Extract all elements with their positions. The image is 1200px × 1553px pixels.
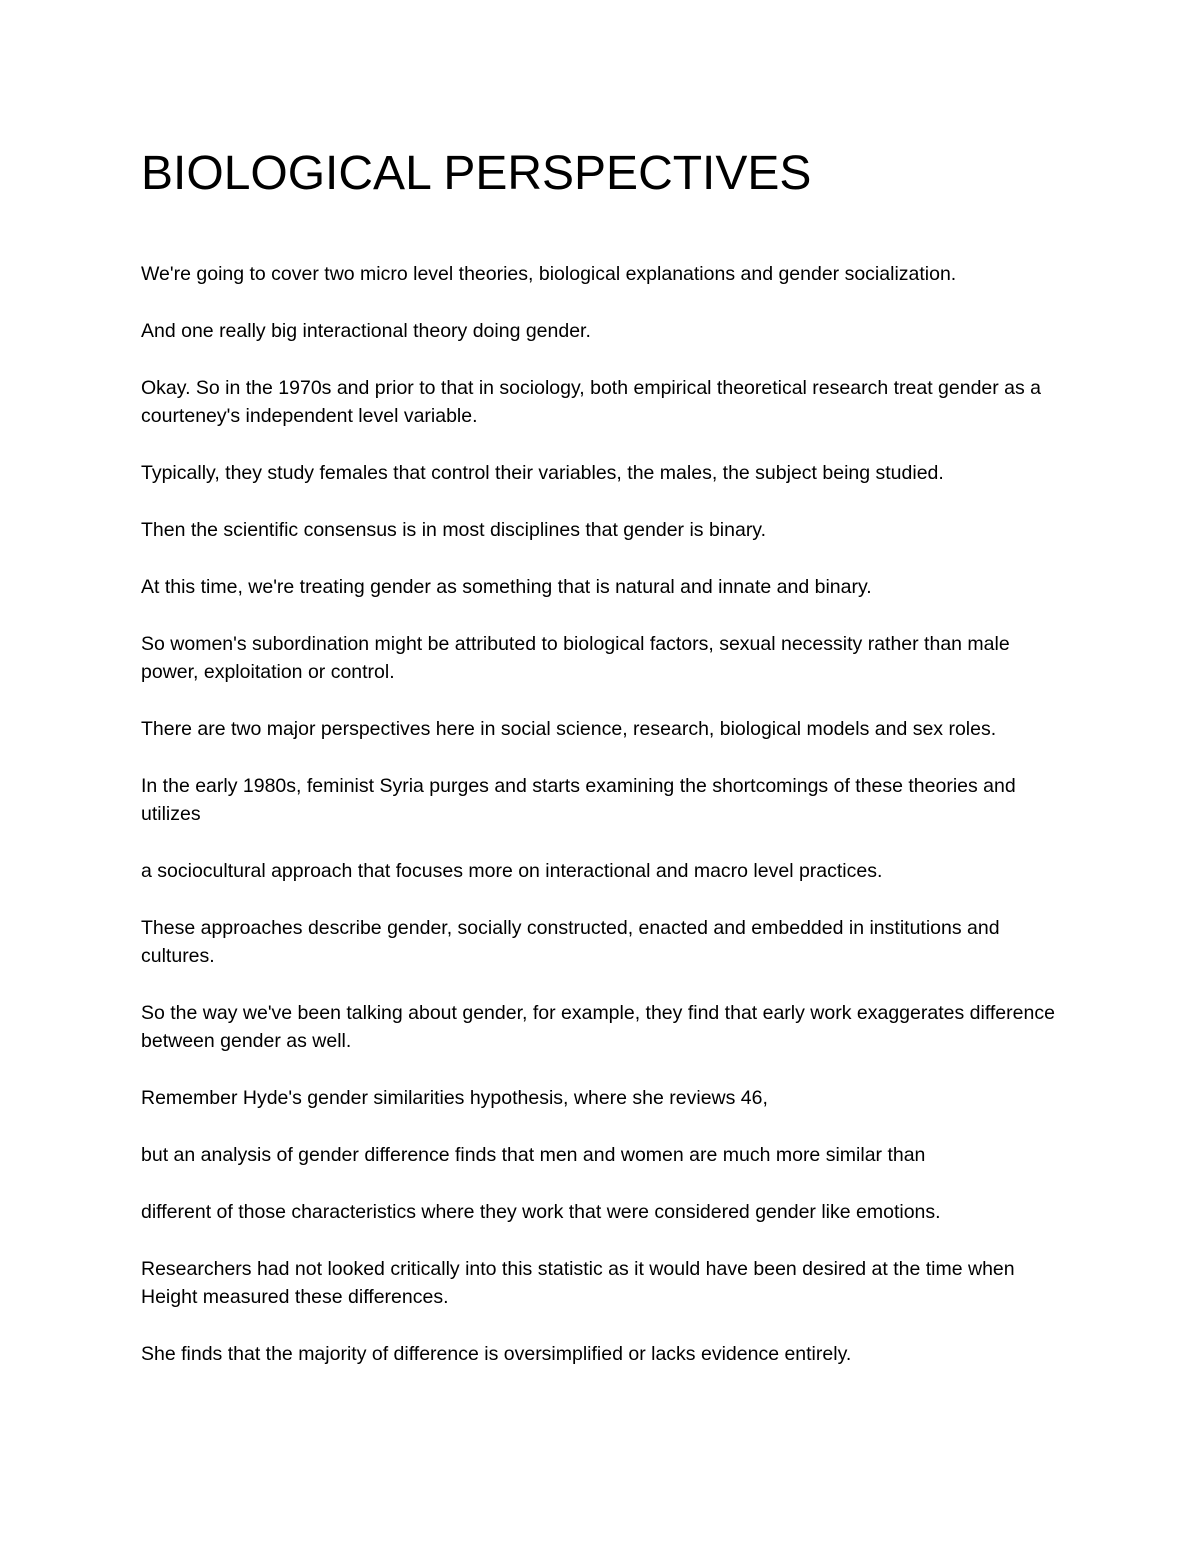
- paragraph: different of those characteristics where they work that were considered gender like emotions.: [141, 1201, 941, 1223]
- paragraph: We're going to cover two micro level theories, biological explanations and gender socialization.: [141, 263, 957, 285]
- paragraph: Okay. So in the 1970s and prior to that in sociology, both empirical theoretical research treat gender as a courteney's independent level variable.: [141, 377, 1042, 427]
- paragraph: She finds that the majority of difference is oversimplified or lacks evidence entirely.: [141, 1343, 852, 1365]
- paragraph: These approaches describe gender, socially constructed, enacted and embedded in institutions and cultures.: [141, 917, 1000, 967]
- document-body: [141, 260, 1061, 1397]
- paragraph: Researchers had not looked critically into this statistic as it would have been desired at the time when Height measured these differences.: [141, 1258, 1015, 1308]
- paragraph: Then the scientific consensus is in most disciplines that gender is binary.: [141, 519, 767, 541]
- document-title: BIOLOGICAL PERSPECTIVES: [141, 147, 812, 200]
- paragraph: At this time, we're treating gender as something that is natural and innate and binary.: [141, 576, 872, 598]
- paragraph: And one really big interactional theory doing gender.: [141, 320, 591, 342]
- paragraph: but an analysis of gender difference finds that men and women are much more similar than: [141, 1144, 926, 1166]
- paragraph: Typically, they study females that control their variables, the males, the subject being studied.: [141, 462, 944, 484]
- paragraph: Remember Hyde's gender similarities hypothesis, where she reviews 46,: [141, 1087, 768, 1109]
- paragraph: So women's subordination might be attributed to biological factors, sexual necessity rather than male power, exploitation or control.: [141, 633, 1010, 683]
- paragraph: There are two major perspectives here in social science, research, biological models and sex roles.: [141, 718, 997, 740]
- paragraph: a sociocultural approach that focuses more on interactional and macro level practices.: [141, 860, 883, 882]
- paragraph: In the early 1980s, feminist Syria purges and starts examining the shortcomings of these theories and utilizes: [141, 775, 1016, 825]
- paragraph: So the way we've been talking about gender, for example, they find that early work exaggerates difference between gender as well.: [141, 1002, 1055, 1052]
